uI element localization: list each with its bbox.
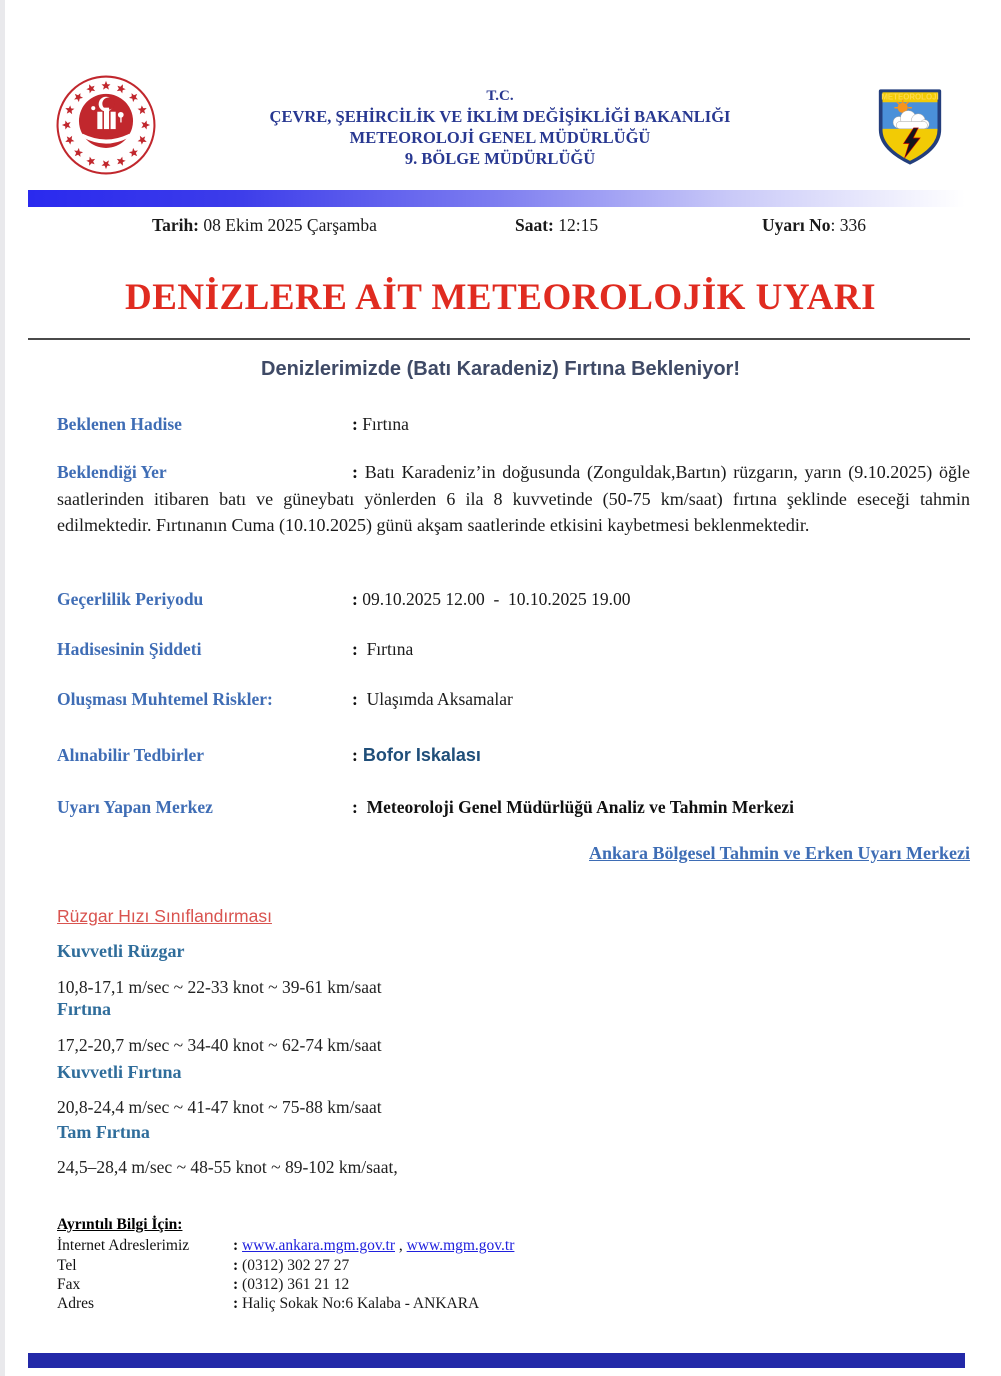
footer-value: (0312) 302 27 27 — [238, 1257, 350, 1274]
colon: : — [352, 797, 358, 817]
header-ministry-name: ÇEVRE, ŞEHİRCİLİK VE İKLİM DEĞİŞİKLİĞİ BAKANLIĞI — [269, 107, 731, 126]
page-title: DENİZLERE AİT METEOROLOJİK UYARI — [124, 277, 877, 318]
footer-row-internet — [57, 1237, 970, 1255]
footer-label: Fax — [57, 1276, 81, 1293]
footer-label: İnternet Adreslerimiz — [57, 1237, 190, 1254]
field-label: Oluşması Muhtemel Riskler: — [57, 689, 273, 709]
time-label: Saat: — [515, 215, 554, 235]
colon: : — [352, 745, 358, 765]
wind-class-range: 24,5–28,4 m/sec ~ 48-55 knot ~ 89-102 km/saat, — [57, 1157, 398, 1177]
field-value: Fırtına — [357, 414, 409, 434]
field-label: Hadisesinin Şiddeti — [57, 639, 202, 659]
wind-class-name: Kuvvetli Rüzgar — [57, 941, 185, 961]
meteorology-shield-logo — [877, 84, 943, 170]
shield-logo-text: METEOROLOJİ — [881, 92, 939, 102]
issuing-center-secondary-link[interactable]: Ankara Bölgesel Tahmin ve Erken Uyarı Merkezi — [589, 843, 970, 863]
footer-label: Adres — [57, 1295, 95, 1312]
header-general-directorate: METEOROLOJİ GENEL MÜDÜRLÜĞÜ — [349, 128, 651, 147]
wind-class-range: 20,8-24,4 m/sec ~ 41-47 knot ~ 75-88 km/saat — [57, 1097, 382, 1117]
footer-heading: Ayrıntılı Bilgi İçin: — [57, 1216, 183, 1233]
field-value: Bofor Iskalası — [357, 745, 481, 765]
header-title-block — [190, 86, 810, 169]
header-gradient-bar — [28, 190, 965, 207]
footer-row-tel — [57, 1257, 970, 1275]
field-value: 09.10.2025 12.00 - 10.10.2025 19.00 — [357, 589, 631, 609]
field-row-validity-period — [57, 589, 970, 610]
header-regional-directorate: 9. BÖLGE MÜDÜRLÜĞÜ — [404, 149, 596, 168]
time-value: 12:15 — [553, 215, 599, 235]
title-divider — [28, 338, 970, 340]
colon: : — [352, 589, 358, 609]
link-separator: , — [395, 1237, 407, 1254]
wind-class-range: 10,8-17,1 m/sec ~ 22-33 knot ~ 39-61 km/saat — [57, 977, 382, 997]
footer-row-address — [57, 1295, 970, 1313]
page-edge-shadow — [0, 0, 5, 1376]
wind-scale-heading: Rüzgar Hızı Sınıflandırması — [57, 906, 272, 926]
footer-bar — [28, 1353, 965, 1368]
page-subtitle: Denizlerimizde (Batı Karadeniz) Fırtına Bekleniyor! — [261, 358, 740, 380]
footer-value: Haliç Sokak No:6 Kalaba - ANKARA — [238, 1295, 480, 1312]
field-row-expected-location — [57, 459, 975, 539]
website-link-ankara[interactable]: www.ankara.mgm.gov.tr — [242, 1237, 395, 1254]
field-row-precautions — [57, 745, 970, 766]
warning-number-field — [762, 215, 866, 236]
footer-label: Tel — [57, 1257, 77, 1274]
field-row-expected-event — [57, 414, 970, 435]
meta-row — [0, 215, 1001, 241]
field-label: Beklendiği Yer — [57, 462, 167, 482]
field-value: Fırtına — [357, 639, 414, 659]
warning-number-label: Uyarı No — [762, 215, 831, 235]
wind-class-name: Fırtına — [57, 999, 111, 1019]
date-label: Tarih: — [152, 215, 200, 235]
colon: : — [233, 1276, 239, 1293]
colon: : — [233, 1257, 239, 1274]
colon: : — [233, 1237, 239, 1254]
colon: : — [352, 689, 358, 709]
wind-class-name: Tam Fırtına — [57, 1122, 150, 1142]
colon: : — [352, 639, 358, 659]
date-value: 08 Ekim 2025 Çarşamba — [199, 215, 377, 235]
colon: : — [352, 414, 358, 434]
footer-value: (0312) 361 21 12 — [238, 1276, 350, 1293]
header-tc: T.C. — [486, 88, 514, 104]
time-field — [515, 215, 598, 236]
ministry-emblem-logo — [55, 74, 157, 176]
field-row-issuing-center — [57, 797, 970, 818]
field-value: Ulaşımda Aksamalar — [357, 689, 513, 709]
wind-class-range: 17,2-20,7 m/sec ~ 34-40 knot ~ 62-74 km/saat — [57, 1035, 382, 1055]
colon: : — [233, 1295, 239, 1312]
field-label: Beklenen Hadise — [57, 414, 182, 434]
field-row-possible-risks — [57, 689, 970, 710]
date-field — [152, 215, 377, 236]
field-label: Alınabilir Tedbirler — [57, 745, 204, 765]
footer-row-fax — [57, 1276, 970, 1294]
field-label: Uyarı Yapan Merkez — [57, 797, 213, 817]
colon: : — [352, 462, 358, 482]
field-value: Batı Karadeniz’in doğusunda (Zonguldak,Bartın) rüzgarın, yarın (9.10.2025) öğle saatlerinden itibaren batı ve güneybatı yönlerden 6 ila 8 kuvvetinde (50-75 km/saat) fırtına şeklinde eseceği tahmin edilmektedir. Fırtınanın Cuma (10.10.2025) günü akşam saatlerinde etkisini kaybetmesi beklenmektedir. — [57, 462, 975, 535]
wind-class-name: Kuvvetli Fırtına — [57, 1062, 182, 1082]
field-row-event-severity — [57, 639, 970, 660]
website-link-mgm[interactable]: www.mgm.gov.tr — [406, 1237, 515, 1254]
field-label: Geçerlilik Periyodu — [57, 589, 204, 609]
warning-number-value: : 336 — [830, 215, 867, 235]
field-value: Meteoroloji Genel Müdürlüğü Analiz ve Tahmin Merkezi — [357, 797, 795, 817]
